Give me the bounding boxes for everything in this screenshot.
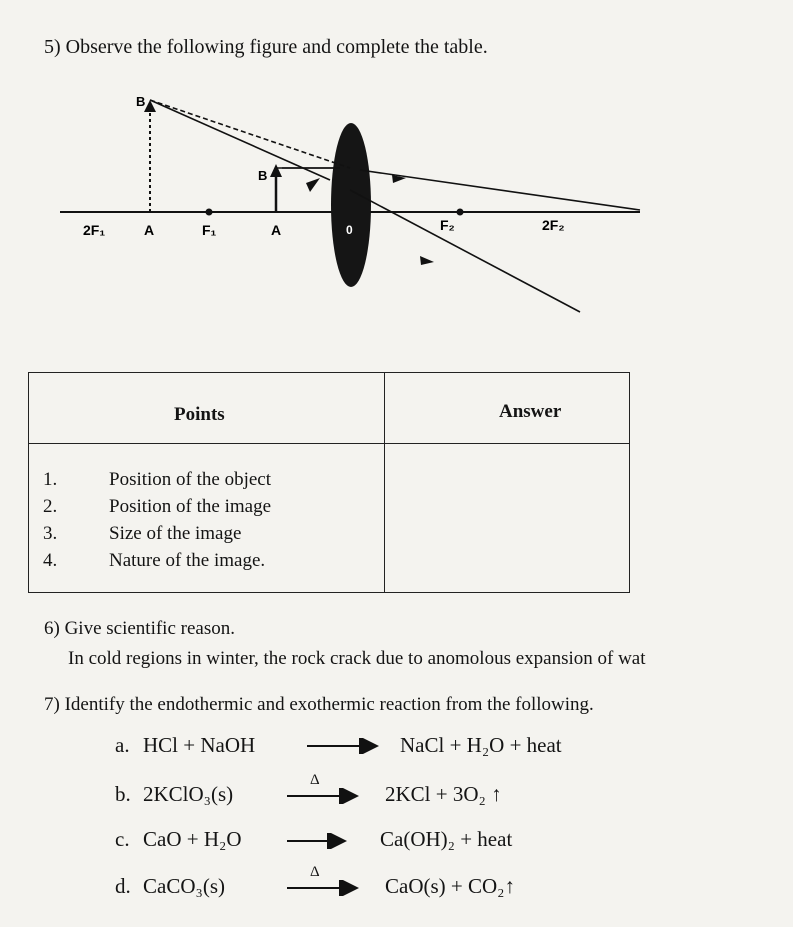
header-answer: Answer	[499, 401, 562, 422]
arrow-b	[285, 788, 365, 804]
table-row: 3. Size of the image	[43, 523, 242, 544]
header-points: Points	[174, 404, 225, 425]
ray-through-centre-out	[350, 190, 580, 312]
label-2f1: 2F₁	[83, 222, 106, 238]
table-row: 2. Position of the image	[43, 496, 272, 517]
condition-b: Δ	[310, 772, 320, 788]
arrow-c	[285, 833, 365, 849]
question-6-statement: In cold regions in winter, the rock crack due to anomolous expansion of wat	[68, 648, 646, 669]
label-b-image: B	[258, 168, 268, 183]
table-row: 1. Position of the object	[43, 469, 272, 490]
ray-dashed-extension	[150, 100, 350, 168]
question-5-title: 5) Observe the following figure and complete the table.	[44, 36, 488, 58]
table-row: 4. Nature of the image.	[43, 550, 266, 571]
f1-point	[206, 209, 213, 216]
label-2f2: 2F₂	[542, 217, 565, 233]
label-a-image: A	[271, 222, 282, 238]
label-f2: F₂	[440, 217, 455, 233]
convex-lens	[331, 123, 371, 287]
label-o: 0	[346, 223, 353, 237]
ray-refracted-through-f2	[360, 170, 640, 210]
image-arrow-head	[270, 164, 282, 177]
table-rows	[43, 466, 271, 574]
lens-ray-diagram	[0, 0, 793, 330]
answer-table	[28, 372, 630, 593]
arrow-d	[285, 880, 365, 896]
question-6-title: 6) Give scientific reason.	[44, 618, 235, 639]
question-7-title: 7) Identify the endothermic and exothermic reaction from the following.	[44, 694, 594, 715]
label-b-object: B	[136, 94, 146, 109]
label-f1: F₁	[202, 222, 217, 238]
condition-d: Δ	[310, 864, 320, 880]
f2-point	[457, 209, 464, 216]
worksheet-page: 5) Observe the following figure and complete the table. B B 2F₁ A F₁ A 0 F₂ 2F₂ Points Answer 1. Position of the object 2. Position of the image 3. Size of the image 4. Nature of the image. 6) Give scientific reason. In cold regions in winter, the rock crack due to anomolous expansion of wat 7) Identify the endothermic and exothermic reaction from the following. a. HCl + NaOH NaCl + H₂O + heat b. 2KClO₃(s) 2KCl + 3O₂ ↑ Δ c. CaO + H₂O Ca(OH)₂ + heat d. CaCO₃(s) CaO(s) + CO₂↑ Δ	[0, 0, 793, 927]
arrow-a	[305, 738, 385, 754]
label-a-object: A	[144, 222, 155, 238]
